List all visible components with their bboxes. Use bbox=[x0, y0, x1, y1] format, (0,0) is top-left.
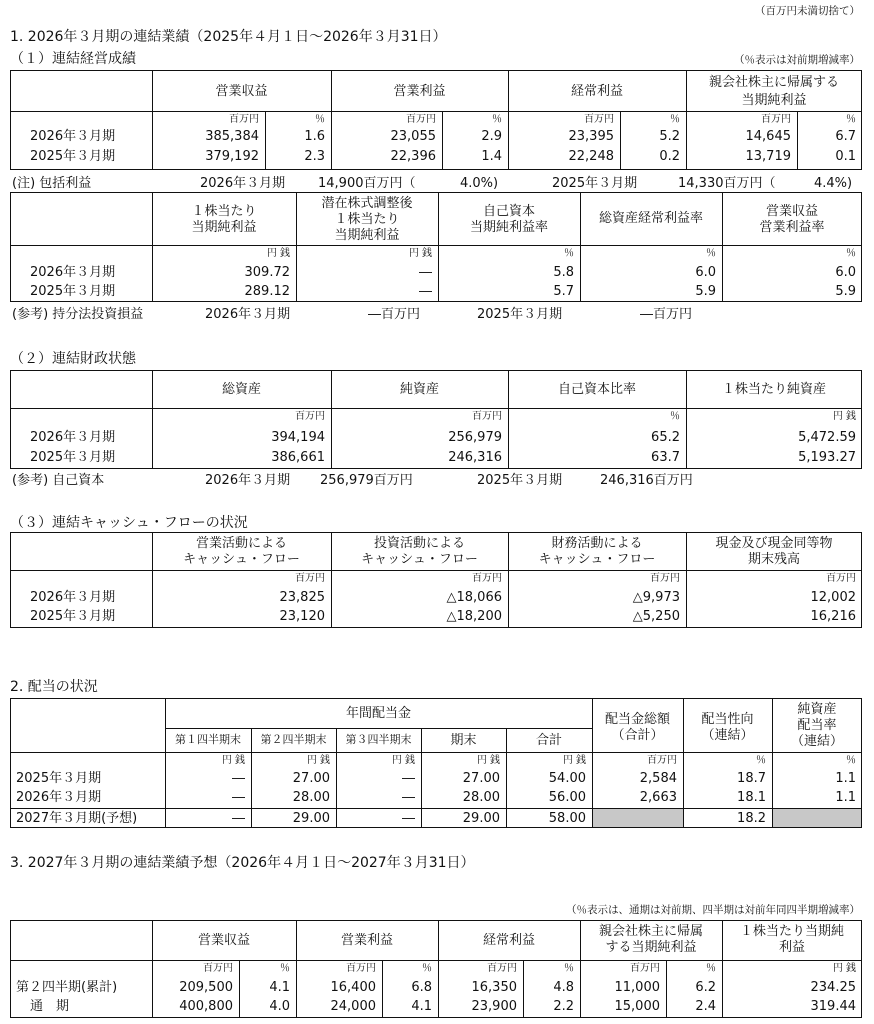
value: 24,000 bbox=[330, 999, 376, 1014]
row-label: 2026年３月期 bbox=[30, 129, 116, 144]
unit-amount: 百万円 bbox=[647, 755, 677, 766]
unit-pct: ％ bbox=[846, 755, 856, 766]
value: 58.00 bbox=[548, 811, 586, 826]
equity-ref-year2: 2025年３月期 bbox=[477, 473, 563, 488]
equity-note-value1: ―百万円 bbox=[368, 307, 421, 322]
value: 1.6 bbox=[304, 129, 325, 144]
header-total: 合計 bbox=[535, 733, 562, 748]
unit-yen: 円 銭 bbox=[306, 755, 330, 766]
value: 16,216 bbox=[810, 609, 856, 624]
header-doe-3: （連結） bbox=[790, 734, 843, 749]
row-label: 2026年３月期 bbox=[30, 265, 116, 280]
value: △18,200 bbox=[446, 609, 502, 624]
unit-amount: 百万円 bbox=[229, 114, 259, 125]
value: 56.00 bbox=[548, 790, 586, 805]
header-investing-cf-1: 投資活動による bbox=[373, 536, 465, 551]
value: 4.0 bbox=[269, 999, 290, 1014]
header-net-income-2: 当期純利益 bbox=[741, 93, 807, 108]
unit-amount: 百万円 bbox=[650, 573, 680, 584]
row-label: 2026年３月期 bbox=[30, 590, 116, 605]
value: 385,384 bbox=[205, 129, 259, 144]
header-operating-income: 営業利益 bbox=[340, 933, 393, 948]
unit-pct: ％ bbox=[756, 755, 766, 766]
unit-yen: 円 銭 bbox=[832, 411, 856, 422]
unit-amount: 百万円 bbox=[826, 573, 856, 584]
header-year-end: 期末 bbox=[450, 733, 477, 748]
unit-amount: 百万円 bbox=[584, 114, 614, 125]
value: 1.1 bbox=[835, 790, 856, 805]
value: 386,661 bbox=[271, 450, 325, 465]
value: 1.1 bbox=[835, 771, 856, 786]
section2-title: 2. 配当の状況 bbox=[10, 679, 98, 695]
value: 28.00 bbox=[462, 790, 500, 805]
unit-pct: ％ bbox=[846, 248, 856, 259]
value: 27.00 bbox=[462, 771, 500, 786]
header-payout-2: （連結） bbox=[701, 728, 754, 743]
section3-title: 3. 2027年３月期の連結業績予想（2026年４月１日～2027年３月31日） bbox=[10, 855, 475, 871]
header-q1: 第１四半期末 bbox=[175, 733, 241, 746]
header-diluted-eps-2: １株当たり bbox=[334, 212, 400, 227]
header-dividend-sum-2: （合計） bbox=[611, 728, 664, 743]
equity-note-value2: ―百万円 bbox=[640, 307, 693, 322]
value: 379,192 bbox=[205, 149, 259, 164]
value: 0.2 bbox=[659, 149, 680, 164]
value: 54.00 bbox=[548, 771, 586, 786]
row-label: 2025年３月期 bbox=[16, 771, 102, 786]
ci-note-year1: 2026年３月期 bbox=[200, 176, 286, 191]
value: 209,500 bbox=[179, 980, 233, 995]
ci-note-label: (注) 包括利益 bbox=[12, 176, 92, 191]
header-revenue: 営業収益 bbox=[197, 933, 250, 948]
row-label: 第２四半期(累計) bbox=[16, 980, 118, 995]
value: 400,800 bbox=[179, 999, 233, 1014]
value: 23,825 bbox=[279, 590, 325, 605]
value: 5,193.27 bbox=[798, 450, 856, 465]
header-equity-ratio: 自己資本比率 bbox=[557, 382, 636, 397]
value: 2.2 bbox=[553, 999, 574, 1014]
value: 29.00 bbox=[462, 811, 500, 826]
value: 23,900 bbox=[471, 999, 517, 1014]
value: 65.2 bbox=[651, 430, 680, 445]
header-financing-cf-1: 財務活動による bbox=[551, 536, 643, 551]
section1-sub2-title: （２）連結財政状態 bbox=[10, 351, 136, 367]
section1-title: 1. 2026年３月期の連結業績（2025年４月１日～2026年３月31日） bbox=[10, 29, 447, 45]
header-payout-1: 配当性向 bbox=[701, 712, 754, 727]
unit-amount: 百万円 bbox=[761, 114, 791, 125]
unit-yen: 円 銭 bbox=[391, 755, 415, 766]
header-diluted-eps-3: 当期純利益 bbox=[334, 228, 400, 243]
header-net-income-1: 親会社株主に帰属する bbox=[708, 75, 839, 90]
value: 6.0 bbox=[695, 265, 716, 280]
header-doe-1: 純資産 bbox=[797, 702, 837, 717]
value: 6.0 bbox=[835, 265, 856, 280]
value: 4.1 bbox=[269, 980, 290, 995]
value: 4.8 bbox=[553, 980, 574, 995]
value: 22,396 bbox=[390, 149, 436, 164]
value: 5,472.59 bbox=[798, 430, 856, 445]
equity-ref-value2: 246,316百万円 bbox=[600, 473, 693, 488]
value: 6.8 bbox=[411, 980, 432, 995]
value: 2,663 bbox=[639, 790, 677, 805]
section1-sub3-title: （３）連結キャッシュ・フローの状況 bbox=[10, 515, 248, 531]
row-label: 2025年３月期 bbox=[30, 284, 116, 299]
header-eps-1: １株当たり当期純 bbox=[739, 924, 844, 939]
value: 6.7 bbox=[835, 129, 856, 144]
unit-note: （百万円未満切捨て） bbox=[755, 5, 860, 17]
value: ― bbox=[402, 771, 415, 786]
value: 394,194 bbox=[271, 430, 325, 445]
header-net-assets: 純資産 bbox=[399, 382, 439, 397]
row-label: 2026年３月期 bbox=[30, 430, 116, 445]
value: ― bbox=[232, 790, 245, 805]
header-eps-2: 当期純利益 bbox=[191, 220, 257, 235]
equity-note-year1: 2026年３月期 bbox=[205, 307, 291, 322]
unit-yen: 円 銭 bbox=[562, 755, 586, 766]
unit-amount: 百万円 bbox=[346, 963, 376, 974]
value: 5.9 bbox=[835, 284, 856, 299]
value: 14,645 bbox=[745, 129, 791, 144]
value: 18.1 bbox=[737, 790, 766, 805]
unit-pct: ％ bbox=[706, 248, 716, 259]
unit-yen: 円 銭 bbox=[221, 755, 245, 766]
unit-pct: ％ bbox=[706, 963, 716, 974]
value: 63.7 bbox=[651, 450, 680, 465]
unit-pct: ％ bbox=[846, 114, 856, 125]
unit-amount: 百万円 bbox=[295, 573, 325, 584]
value: 22,248 bbox=[568, 149, 614, 164]
value: △18,066 bbox=[446, 590, 502, 605]
ci-note-pct2: 4.4%) bbox=[814, 176, 853, 191]
ci-note-pct1: 4.0%) bbox=[460, 176, 499, 191]
value: 2.4 bbox=[695, 999, 716, 1014]
value: 234.25 bbox=[810, 980, 856, 995]
value: ― bbox=[232, 771, 245, 786]
header-opm-1: 営業収益 bbox=[765, 204, 818, 219]
value: 1.4 bbox=[481, 149, 502, 164]
unit-pct: ％ bbox=[564, 248, 574, 259]
value: 2.3 bbox=[304, 149, 325, 164]
value: 2.9 bbox=[481, 129, 502, 144]
value: 29.00 bbox=[292, 811, 330, 826]
unit-yen: 円 銭 bbox=[476, 755, 500, 766]
header-operating-cf-2: キャッシュ・フロー bbox=[183, 552, 300, 567]
unit-amount: 百万円 bbox=[487, 963, 517, 974]
unit-amount: 百万円 bbox=[472, 411, 502, 422]
header-diluted-eps-1: 潜在株式調整後 bbox=[321, 196, 413, 211]
value: 18.7 bbox=[737, 771, 766, 786]
ci-note-value1: 14,900百万円（ bbox=[318, 176, 416, 191]
ci-note-value2: 14,330百万円（ bbox=[678, 176, 776, 191]
unit-pct: ％ bbox=[670, 114, 680, 125]
header-eps-2: 利益 bbox=[778, 940, 805, 955]
header-ordinary-income: 経常利益 bbox=[570, 84, 623, 99]
row-label: 2026年３月期 bbox=[16, 790, 102, 805]
value: 12,002 bbox=[810, 590, 856, 605]
value: 27.00 bbox=[292, 771, 330, 786]
header-dividend-sum-1: 配当金総額 bbox=[604, 712, 670, 727]
value: 15,000 bbox=[614, 999, 660, 1014]
unit-yen: 円 銭 bbox=[408, 248, 432, 259]
value: △5,250 bbox=[632, 609, 680, 624]
value: 18.2 bbox=[737, 811, 766, 826]
header-roe-2: 当期純利益率 bbox=[469, 220, 548, 235]
header-doe-2: 配当率 bbox=[797, 718, 837, 733]
header-roa: 総資産経常利益率 bbox=[598, 211, 703, 226]
header-cash-2: 期末残高 bbox=[747, 552, 800, 567]
value: 0.1 bbox=[835, 149, 856, 164]
header-operating-income: 営業利益 bbox=[393, 84, 446, 99]
value: 5.7 bbox=[553, 284, 574, 299]
value: 5.9 bbox=[695, 284, 716, 299]
unit-pct: ％ bbox=[422, 963, 432, 974]
value: 289.12 bbox=[244, 284, 290, 299]
value: ― bbox=[419, 265, 432, 280]
unit-amount: 百万円 bbox=[295, 411, 325, 422]
value: ― bbox=[402, 790, 415, 805]
value: 11,000 bbox=[614, 980, 660, 995]
section1-sub1-title: （１）連結経営成績 bbox=[10, 51, 136, 67]
unit-pct: ％ bbox=[670, 411, 680, 422]
value: 256,979 bbox=[448, 430, 502, 445]
header-opm-2: 営業利益率 bbox=[759, 220, 825, 235]
equity-ref-label: (参考) 自己資本 bbox=[12, 473, 105, 488]
value: 23,055 bbox=[390, 129, 436, 144]
ci-note-year2: 2025年３月期 bbox=[552, 176, 638, 191]
unit-amount: 百万円 bbox=[630, 963, 660, 974]
header-eps-1: １株当たり bbox=[191, 204, 257, 219]
row-label: 2025年３月期 bbox=[30, 609, 116, 624]
value: 5.2 bbox=[659, 129, 680, 144]
header-q2: 第２四半期末 bbox=[260, 733, 327, 746]
value: 23,395 bbox=[568, 129, 614, 144]
row-label: 2025年３月期 bbox=[30, 149, 116, 164]
unit-yen: 円 銭 bbox=[266, 248, 290, 259]
row-label: 2025年３月期 bbox=[30, 450, 116, 465]
header-financing-cf-2: キャッシュ・フロー bbox=[538, 552, 656, 567]
header-q3: 第３四半期末 bbox=[345, 733, 412, 746]
equity-ref-value1: 256,979百万円 bbox=[320, 473, 413, 488]
value: ― bbox=[402, 811, 415, 826]
header-bps: １株当たり純資産 bbox=[721, 382, 826, 397]
unit-amount: 百万円 bbox=[472, 573, 502, 584]
unit-pct: ％ bbox=[280, 963, 290, 974]
value: 5.8 bbox=[553, 265, 574, 280]
unit-amount: 百万円 bbox=[203, 963, 233, 974]
pct-note: （％表示は対前期増減率） bbox=[734, 54, 860, 66]
value: 2,584 bbox=[639, 771, 677, 786]
unit-yen: 円 銭 bbox=[832, 963, 856, 974]
header-ordinary-income: 経常利益 bbox=[482, 933, 535, 948]
header-annual-dividend: 年間配当金 bbox=[345, 706, 411, 721]
equity-note-label: (参考) 持分法投資損益 bbox=[12, 307, 144, 322]
unit-amount: 百万円 bbox=[406, 114, 436, 125]
row-label: 2027年３月期(予想) bbox=[16, 811, 138, 826]
header-operating-cf-1: 営業活動による bbox=[195, 536, 287, 551]
value: 16,400 bbox=[330, 980, 376, 995]
value: 246,316 bbox=[448, 450, 502, 465]
value: 28.00 bbox=[292, 790, 330, 805]
value: 4.1 bbox=[411, 999, 432, 1014]
value: 13,719 bbox=[745, 149, 791, 164]
value: 16,350 bbox=[471, 980, 517, 995]
value: ― bbox=[232, 811, 245, 826]
row-label: 通 期 bbox=[30, 999, 70, 1014]
header-roe-1: 自己資本 bbox=[482, 204, 535, 219]
value: 23,120 bbox=[279, 609, 325, 624]
header-total-assets: 総資産 bbox=[221, 382, 261, 397]
value: 309.72 bbox=[244, 265, 290, 280]
unit-pct: ％ bbox=[492, 114, 502, 125]
value: 6.2 bbox=[695, 980, 716, 995]
unit-pct: ％ bbox=[564, 963, 574, 974]
header-investing-cf-2: キャッシュ・フロー bbox=[361, 552, 478, 567]
unit-pct: ％ bbox=[315, 114, 325, 125]
header-net-income-2: する当期純利益 bbox=[605, 940, 697, 955]
header-revenue: 営業収益 bbox=[215, 84, 268, 99]
header-cash-1: 現金及び現金同等物 bbox=[715, 536, 833, 551]
equity-note-year2: 2025年３月期 bbox=[477, 307, 563, 322]
header-net-income-1: 親会社株主に帰属 bbox=[598, 924, 703, 939]
value: △9,973 bbox=[632, 590, 680, 605]
value: 319.44 bbox=[810, 999, 856, 1014]
value: ― bbox=[419, 284, 432, 299]
forecast-pct-note: （％表示は、通期は対前期、四半期は対前年同四半期増減率） bbox=[566, 904, 860, 916]
equity-ref-year1: 2026年３月期 bbox=[205, 473, 291, 488]
